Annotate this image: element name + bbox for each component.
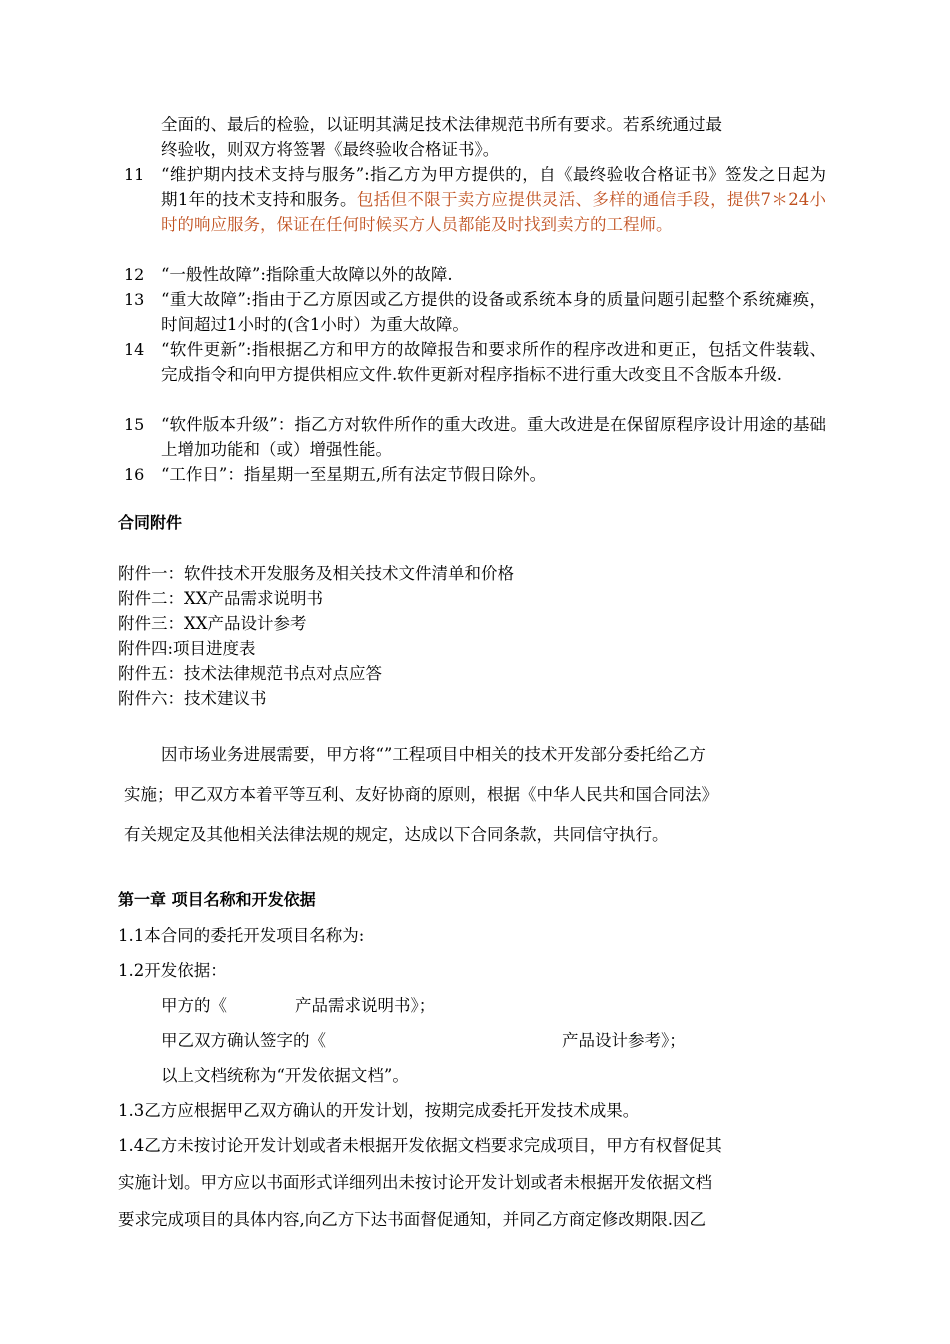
intro-line-2: 终验收，则双方将签署《最终验收合格证书》。 xyxy=(161,140,500,159)
intro-line-1: 全面的、最后的检验，以证明其满足技术法律规范书所有要求。若系统通过最 xyxy=(161,115,722,134)
clause-1-4-line-1: 1.4乙方未按讨论开发计划或者未根据开发依据文档要求完成项目，甲方有权督促其 xyxy=(118,1136,722,1155)
clause-1-3: 1.3乙方应根据甲乙双方确认的开发计划，按期完成委托开发技术成果。 xyxy=(118,1101,640,1120)
attachment-item-1: 附件一：软件技术开发服务及相关技术文件清单和价格 xyxy=(118,564,514,583)
attachment-item-3: 附件三：XX产品设计参考 xyxy=(118,614,307,633)
clause-1-2: 1.2开发依据： xyxy=(118,961,227,980)
definition-item-11 xyxy=(161,162,826,237)
definition-text-16: “工作日”：指星期一至星期五,所有法定节假日除外。 xyxy=(161,465,547,484)
attachment-item-5: 附件五：技术法律规范书点对点应答 xyxy=(118,664,382,683)
definition-number-11: 11 xyxy=(124,165,145,184)
definition-number-16: 16 xyxy=(124,465,145,484)
clause-1-1: 1.1本合同的委托开发项目名称为: xyxy=(118,926,365,945)
definition-number-13: 13 xyxy=(124,290,145,309)
clause-1-4-line-2: 实施计划。甲方应以书面形式详细列出未按讨论开发计划或者未根据开发依据文档 xyxy=(118,1173,712,1192)
definition-text-12: “一般性故障”:指除重大故障以外的故障. xyxy=(161,265,453,284)
basis-1-left: 甲方的《 xyxy=(161,996,227,1015)
definition-highlight-11: 包括但不限于卖方应提供灵活、多样的通信手段，提供7＊24小时的响应服务，保证在任何时候买方人员都能及时找到卖方的工程师。 xyxy=(161,190,827,234)
attachments-heading: 合同附件 xyxy=(118,513,183,532)
attachment-item-4: 附件四:项目进度表 xyxy=(118,639,256,658)
preamble-line-1: 因市场业务进展需要，甲方将“”工程项目中相关的技术开发部分委托给乙方 xyxy=(161,745,706,764)
chapter-1-heading: 第一章 项目名称和开发依据 xyxy=(118,890,316,909)
basis-1-right: 产品需求说明书》； xyxy=(295,996,436,1015)
clause-1-4-line-3: 要求完成项目的具体内容,向乙方下达书面督促通知，并同乙方商定修改期限.因乙 xyxy=(118,1210,706,1229)
definition-number-15: 15 xyxy=(124,415,145,434)
attachment-item-2: 附件二：XX产品需求说明书 xyxy=(118,589,323,608)
preamble-line-3: 有关规定及其他相关法律法规的规定，达成以下合同条款，共同信守执行。 xyxy=(124,825,669,844)
definition-text-14: “软件更新”:指根据乙方和甲方的故障报告和要求所作的程序改进和更正，包括文件装载、完成指令和向甲方提供相应文件.软件更新对程序指标不进行重大改变且不含版本升级. xyxy=(161,340,826,384)
definition-text-13: “重大故障”:指由于乙方原因或乙方提供的设备或系统本身的质量问题引起整个系统瘫痪，时间超过1小时的(含1小时）为重大故障。 xyxy=(161,290,826,334)
basis-2-right: 产品设计参考》； xyxy=(562,1031,686,1050)
basis-3: 以上文档统称为“开发依据文档”。 xyxy=(161,1066,409,1085)
definition-number-14: 14 xyxy=(124,340,145,359)
definition-number-12: 12 xyxy=(124,265,145,284)
definition-text-11: “维护期内技术支持与服务”:指乙方为甲方提供的，自《最终验收合格证书》签发之日起为期1年的技术支持和服务。 xyxy=(161,165,826,209)
basis-2-left: 甲乙双方确认签字的《 xyxy=(161,1031,326,1050)
attachment-item-6: 附件六：技术建议书 xyxy=(118,689,267,708)
definition-text-15: “软件版本升级”：指乙方对软件所作的重大改进。重大改进是在保留原程序设计用途的基础上增加功能和（或）增强性能。 xyxy=(161,415,826,459)
preamble-line-2: 实施；甲乙双方本着平等互利、友好协商的原则，根据《中华人民共和国合同法》 xyxy=(124,785,718,804)
